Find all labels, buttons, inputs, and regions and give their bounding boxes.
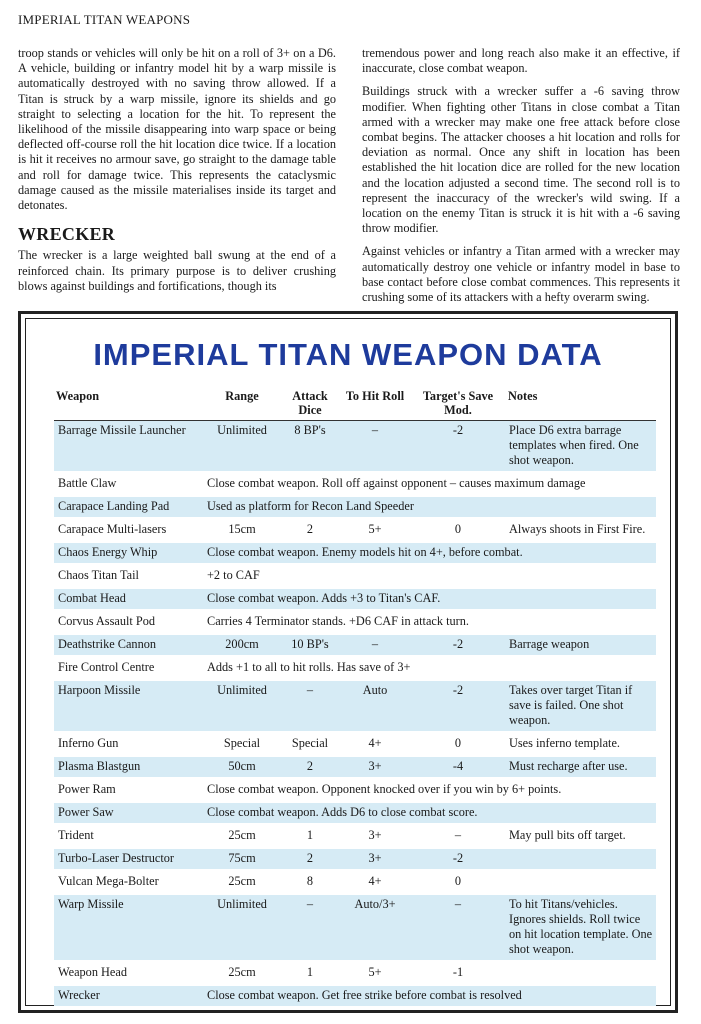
cell-description: Close combat weapon. Roll off against opponent – causes maximum damage [207, 476, 586, 490]
paragraph: The wrecker is a large weighted ball swung at the end of a reinforced chain. Its primary purpose is to deliver crushing blows against buildings and fortifications, though its [18, 248, 336, 293]
cell-weapon: Turbo-Laser Destructor [54, 849, 204, 869]
cell-range: 50cm [204, 757, 280, 777]
cell-to-hit: – [340, 635, 410, 655]
cell-weapon: Barrage Missile Launcher [54, 421, 204, 472]
cell-save-mod: – [410, 895, 506, 960]
table-row [54, 826, 656, 846]
cell-to-hit: 5+ [368, 965, 382, 979]
cell-to-hit: 5+ [368, 522, 382, 536]
cell-save-mod: 0 [454, 522, 462, 536]
header-range: Range [225, 389, 259, 403]
cell-notes: Barrage weapon [506, 635, 656, 655]
table-row [54, 421, 656, 472]
table-row [54, 681, 656, 731]
cell-weapon: Carapace Multi-lasers [58, 522, 167, 536]
cell-range: 25cm [228, 874, 256, 888]
cell-to-hit: – [340, 421, 410, 472]
paragraph: Against vehicles or infantry a Titan armed with a wrecker may automatically destroy one vehicle or infantry model in base to base contact before close combat commences. This represents it crushing some of its attackers with a hefty overarm swing. [362, 244, 680, 305]
paragraph: tremendous power and long reach also make it an effective, if inaccurate, close combat weapon. [362, 46, 680, 76]
header-save-mod: Target's Save Mod. [422, 389, 494, 417]
table-row [54, 497, 656, 517]
cell-save-mod: 0 [454, 736, 462, 750]
header-attack-dice: Attack Dice [292, 389, 328, 417]
cell-description: Used as platform for Recon Land Speeder [204, 497, 656, 517]
table-row [54, 566, 656, 586]
table-row [54, 780, 656, 800]
cell-to-hit: 3+ [340, 757, 410, 777]
header-to-hit: To Hit Roll [345, 389, 405, 403]
cell-save-mod: -2 [410, 635, 506, 655]
cell-weapon: Vulcan Mega-Bolter [58, 874, 159, 888]
cell-description: Close combat weapon. Opponent knocked over if you win by 6+ points. [207, 782, 562, 796]
table-row [54, 872, 656, 892]
cell-attack-dice: – [280, 681, 340, 731]
cell-to-hit: 3+ [340, 849, 410, 869]
table-row [54, 963, 656, 983]
cell-range: Unlimited [204, 421, 280, 472]
cell-description: Carries 4 Terminator stands. +D6 CAF in attack turn. [207, 614, 469, 628]
cell-attack-dice: 10 BP's [280, 635, 340, 655]
cell-attack-dice: 8 [306, 874, 314, 888]
cell-weapon: Harpoon Missile [54, 681, 204, 731]
cell-notes: May pull bits off target. [509, 828, 626, 842]
table-row [54, 589, 656, 609]
cell-notes [506, 872, 656, 892]
table-row [54, 474, 656, 494]
cell-weapon: Chaos Titan Tail [58, 568, 139, 582]
cell-save-mod: -2 [410, 681, 506, 731]
table-body [54, 421, 656, 1007]
cell-weapon: Inferno Gun [58, 736, 119, 750]
cell-to-hit: Auto [340, 681, 410, 731]
table-row [54, 635, 656, 655]
cell-save-mod: 0 [454, 874, 462, 888]
cell-weapon: Warp Missile [54, 895, 204, 960]
table-row [54, 734, 656, 754]
cell-save-mod: -2 [410, 849, 506, 869]
cell-weapon: Wrecker [54, 986, 204, 1006]
cell-notes: Uses inferno template. [509, 736, 620, 750]
cell-range: 200cm [204, 635, 280, 655]
cell-weapon: Combat Head [54, 589, 204, 609]
right-column [362, 46, 680, 313]
cell-save-mod: -4 [410, 757, 506, 777]
table-row [54, 849, 656, 869]
cell-weapon: Fire Control Centre [58, 660, 155, 674]
cell-weapon: Corvus Assault Pod [58, 614, 156, 628]
cell-weapon: Trident [58, 828, 94, 842]
table-row [54, 612, 656, 632]
cell-notes: Must recharge after use. [506, 757, 656, 777]
table-row [54, 986, 656, 1006]
cell-attack-dice: 1 [306, 965, 314, 979]
cell-attack-dice: 8 BP's [280, 421, 340, 472]
cell-to-hit: Auto/3+ [340, 895, 410, 960]
page-header: IMPERIAL TITAN WEAPONS [18, 12, 191, 27]
cell-weapon: Carapace Landing Pad [54, 497, 204, 517]
cell-attack-dice: 1 [306, 828, 314, 842]
cell-to-hit: 3+ [368, 828, 382, 842]
cell-weapon: Battle Claw [58, 476, 117, 490]
cell-save-mod: – [454, 828, 462, 842]
cell-save-mod: -2 [410, 421, 506, 472]
cell-attack-dice: 2 [280, 757, 340, 777]
cell-weapon: Power Ram [58, 782, 116, 796]
cell-attack-dice: Special [291, 736, 329, 750]
cell-description: Adds +1 to all to hit rolls. Has save of 3+ [207, 660, 411, 674]
cell-description: Close combat weapon. Adds D6 to close combat score. [204, 803, 656, 823]
paragraph: troop stands or vehicles will only be hit on a roll of 3+ on a D6. A vehicle, building or infantry model hit by a warp missile is automatically destroyed with no saving throw allowed. If a Titan is struck by a warp missile, ignore its shields and go straight to selecting a location for the hit. To represent the likelihood of the missile disappearing into warp space or being deflected off-course roll the hit location dice twice. If a location is hit it receives no armour save, go straight to the damage table and roll for damage twice. This represents the cataclysmic damage caused as the missile materialises inside its target and detonates. [18, 46, 336, 213]
cell-weapon: Chaos Energy Whip [54, 543, 204, 563]
weapon-data-table [54, 389, 656, 1006]
cell-notes [506, 963, 656, 983]
header-notes: Notes [508, 389, 538, 403]
table-row [54, 803, 656, 823]
cell-range: 25cm [228, 965, 256, 979]
header-weapon: Weapon [56, 389, 100, 403]
left-column [18, 46, 336, 302]
cell-range: 15cm [228, 522, 256, 536]
cell-notes: Place D6 extra barrage templates when fired. One shot weapon. [506, 421, 656, 472]
cell-weapon: Deathstrike Cannon [54, 635, 204, 655]
paragraph: Buildings struck with a wrecker suffer a -6 saving throw modifier. When fighting other Titans in close combat a Titan armed with a wrecker may make one free attack before close combat begins. The attacker chooses a hit location and rolls for deviation as normal. Once any shift in location has been established the hit location dice are rolled for the new location and the location adjusted a second time. The second roll is to represent the inaccuracy of the wrecker's wild swing. If a location on the enemy Titan is struck it is hit with a -6 saving throw modifier. [362, 84, 680, 236]
cell-notes: Always shoots in First Fire. [509, 522, 646, 536]
cell-to-hit: 4+ [368, 874, 382, 888]
cell-description: Close combat weapon. Enemy models hit on 4+, before combat. [204, 543, 656, 563]
weapon-data-box [18, 311, 678, 1013]
cell-to-hit: 4+ [368, 736, 382, 750]
cell-attack-dice: 2 [306, 522, 314, 536]
section-title-wrecker: WRECKER [18, 224, 116, 245]
cell-range: Unlimited [204, 681, 280, 731]
cell-attack-dice: – [280, 895, 340, 960]
cell-notes: To hit Titans/vehicles. Ignores shields. Roll twice on hit location template. One shot weapon. [506, 895, 656, 960]
cell-notes: Takes over target Titan if save is failed. One shot weapon. [506, 681, 656, 731]
cell-range: Unlimited [204, 895, 280, 960]
weapon-data-inner-border [25, 318, 671, 1006]
table-row [54, 543, 656, 563]
cell-weapon: Plasma Blastgun [54, 757, 204, 777]
table-title: IMPERIAL TITAN WEAPON DATA [93, 337, 603, 372]
cell-weapon: Power Saw [54, 803, 204, 823]
cell-description: Close combat weapon. Adds +3 to Titan's CAF. [204, 589, 656, 609]
cell-attack-dice: 2 [280, 849, 340, 869]
cell-range: 75cm [204, 849, 280, 869]
cell-weapon: Weapon Head [58, 965, 128, 979]
cell-range: Special [223, 736, 261, 750]
cell-range: 25cm [228, 828, 256, 842]
cell-save-mod: -1 [452, 965, 464, 979]
cell-notes [506, 849, 656, 869]
table-row [54, 520, 656, 540]
table-row [54, 895, 656, 960]
cell-description: +2 to CAF [207, 568, 260, 582]
table-row [54, 658, 656, 678]
table-header-row [54, 389, 656, 421]
table-row [54, 757, 656, 777]
cell-description: Close combat weapon. Get free strike before combat is resolved [204, 986, 656, 1006]
